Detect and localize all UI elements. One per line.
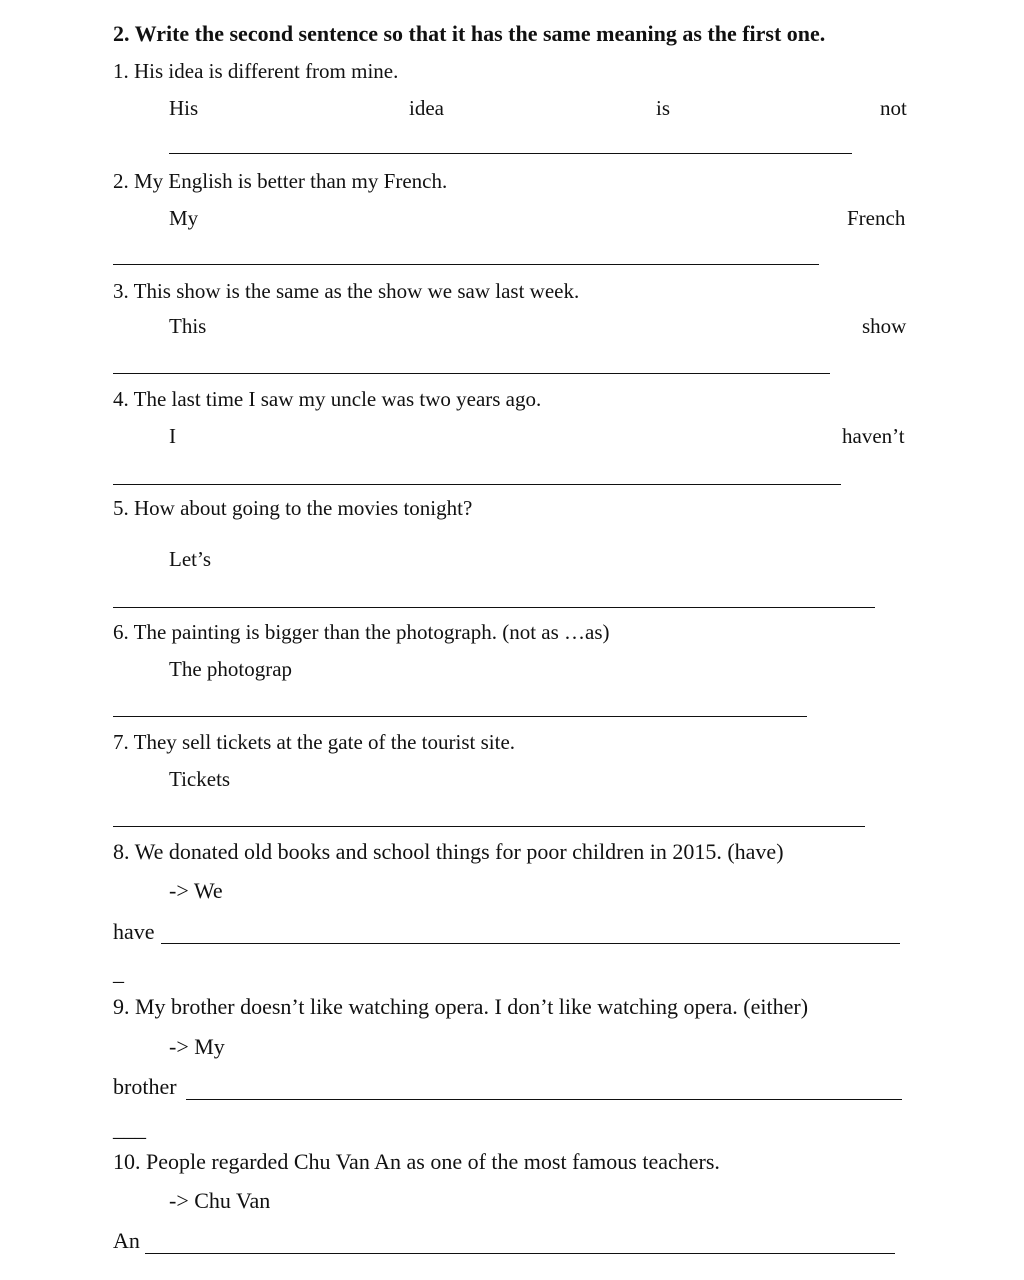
starter-word: The photograp [169, 657, 293, 681]
starter-word: This [169, 314, 207, 338]
question-4: 4. The last time I saw my uncle was two years ago. [113, 387, 542, 411]
question-6: 6. The painting is bigger than the photograph. (not as …as) [113, 620, 610, 644]
question-5: 5. How about going to the movies tonight? [113, 496, 473, 520]
starter-word: show [862, 314, 907, 338]
trailing-mark: ___ [113, 1116, 146, 1141]
answer-line[interactable] [113, 826, 865, 827]
question-7: 7. They sell tickets at the gate of the tourist site. [113, 730, 516, 754]
starter-text: -> Chu Van [169, 1188, 271, 1213]
question-9: 9. My brother doesn’t like watching opera. I don’t like watching opera. (either) [113, 994, 809, 1019]
question-10: 10. People regarded Chu Van An as one of the most famous teachers. [113, 1149, 720, 1174]
answer-line[interactable] [113, 484, 841, 485]
starter-word: Let’s [169, 547, 211, 571]
question-8: 8. We donated old books and school things for poor children in 2015. (have) [113, 839, 784, 864]
answer-line[interactable] [186, 1099, 902, 1100]
starter-text: -> We [169, 878, 223, 903]
continuation-word: An [113, 1228, 140, 1253]
starter-word: Tickets [169, 767, 231, 791]
starter-text: -> My [169, 1034, 225, 1059]
continuation-word: brother [113, 1074, 177, 1099]
starter-word: French [847, 206, 906, 230]
starter-word: idea [409, 96, 444, 120]
answer-line[interactable] [145, 1253, 895, 1254]
answer-line[interactable] [113, 716, 807, 717]
instruction-heading: 2. Write the second sentence so that it has the same meaning as the first one. [113, 21, 826, 46]
starter-word: His [169, 96, 199, 120]
continuation-word: have [113, 919, 155, 944]
starter-word: I [169, 424, 176, 448]
starter-word: not [880, 96, 907, 120]
answer-line[interactable] [113, 373, 830, 374]
starter-word: haven’t [842, 424, 905, 448]
question-3: 3. This show is the same as the show we saw last week. [113, 279, 580, 303]
question-2: 2. My English is better than my French. [113, 169, 448, 193]
starter-word: is [656, 96, 671, 120]
answer-line[interactable] [169, 153, 852, 154]
question-1: 1. His idea is different from mine. [113, 59, 399, 83]
trailing-mark: _ [113, 960, 124, 985]
answer-line[interactable] [161, 943, 900, 944]
answer-line[interactable] [113, 264, 819, 265]
answer-line[interactable] [113, 607, 875, 608]
starter-word: My [169, 206, 199, 230]
